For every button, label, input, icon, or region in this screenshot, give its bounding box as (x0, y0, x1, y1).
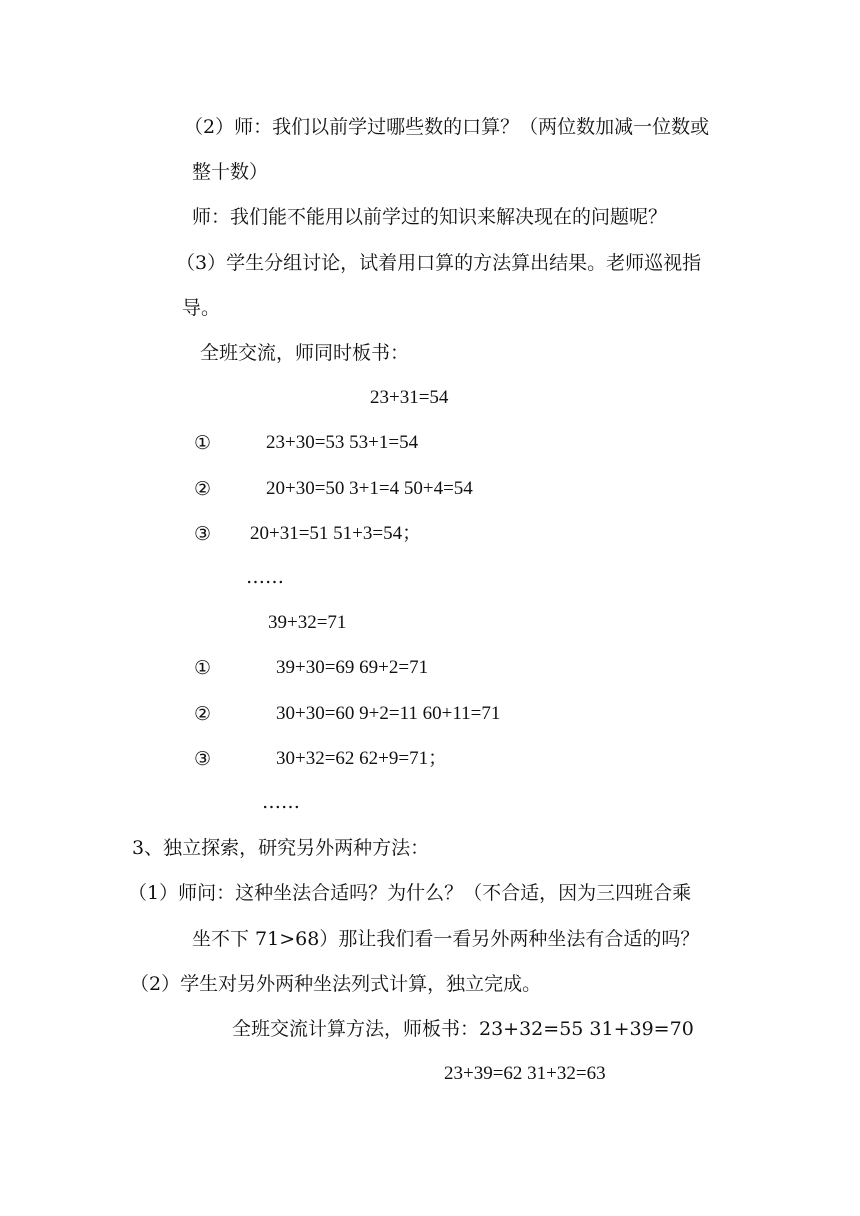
ellipsis-2: …… (262, 791, 300, 813)
equation-heading-2: 39+32=71 (268, 612, 347, 633)
paragraph-question-2: （2）师：我们以前学过哪些数的口算？（两位数加减一位数或 (184, 116, 710, 138)
paragraph-question-3-cont: 导。 (182, 297, 221, 319)
circled-number-1b: ① (194, 657, 212, 679)
circled-number-3: ③ (194, 523, 212, 545)
paragraph-question-3: （3）学生分组讨论，试着用口算的方法算出结果。老师巡视指 (176, 252, 702, 274)
class-share-line: 全班交流，师同时板书： (200, 342, 410, 364)
method-3b-equation: 30+32=62 62+9=71； (276, 748, 448, 769)
paragraph-question-1-cont: 坐不下 71>68）那让我们看一看另外两种坐法有合适的吗？ (192, 928, 700, 950)
circled-number-3b: ③ (194, 748, 212, 770)
equation-heading-1: 23+31=54 (370, 387, 449, 408)
method-2b-equation: 30+30=60 9+2=11 60+11=71 (276, 703, 501, 724)
paragraph-question-1: （1）师问：这种坐法合适吗？为什么？（不合适，因为三四班合乘 (128, 882, 692, 904)
section-3-heading: 3、独立探索，研究另外两种方法： (132, 837, 430, 859)
method-3-equation: 20+31=51 51+3=54； (250, 523, 422, 544)
method-2-equation: 20+30=50 3+1=4 50+4=54 (266, 478, 473, 499)
paragraph-question-2b: （2）学生对另外两种坐法列式计算，独立完成。 (130, 973, 542, 995)
class-share-board: 全班交流计算方法，师板书：23+32=55 31+39=70 (232, 1018, 694, 1040)
method-1-equation: 23+30=53 53+1=54 (266, 432, 419, 453)
circled-number-2: ② (194, 478, 212, 500)
circled-number-1: ① (194, 432, 212, 454)
method-1b-equation: 39+30=69 69+2=71 (276, 657, 429, 678)
circled-number-2b: ② (194, 703, 212, 725)
paragraph-question-2-cont: 整十数） (192, 161, 269, 183)
ellipsis-1: …… (246, 566, 284, 588)
board-equations-2: 23+39=62 31+32=63 (444, 1063, 606, 1084)
paragraph-teacher-ask: 师：我们能不能用以前学过的知识来解决现在的问题呢？ (192, 206, 668, 228)
